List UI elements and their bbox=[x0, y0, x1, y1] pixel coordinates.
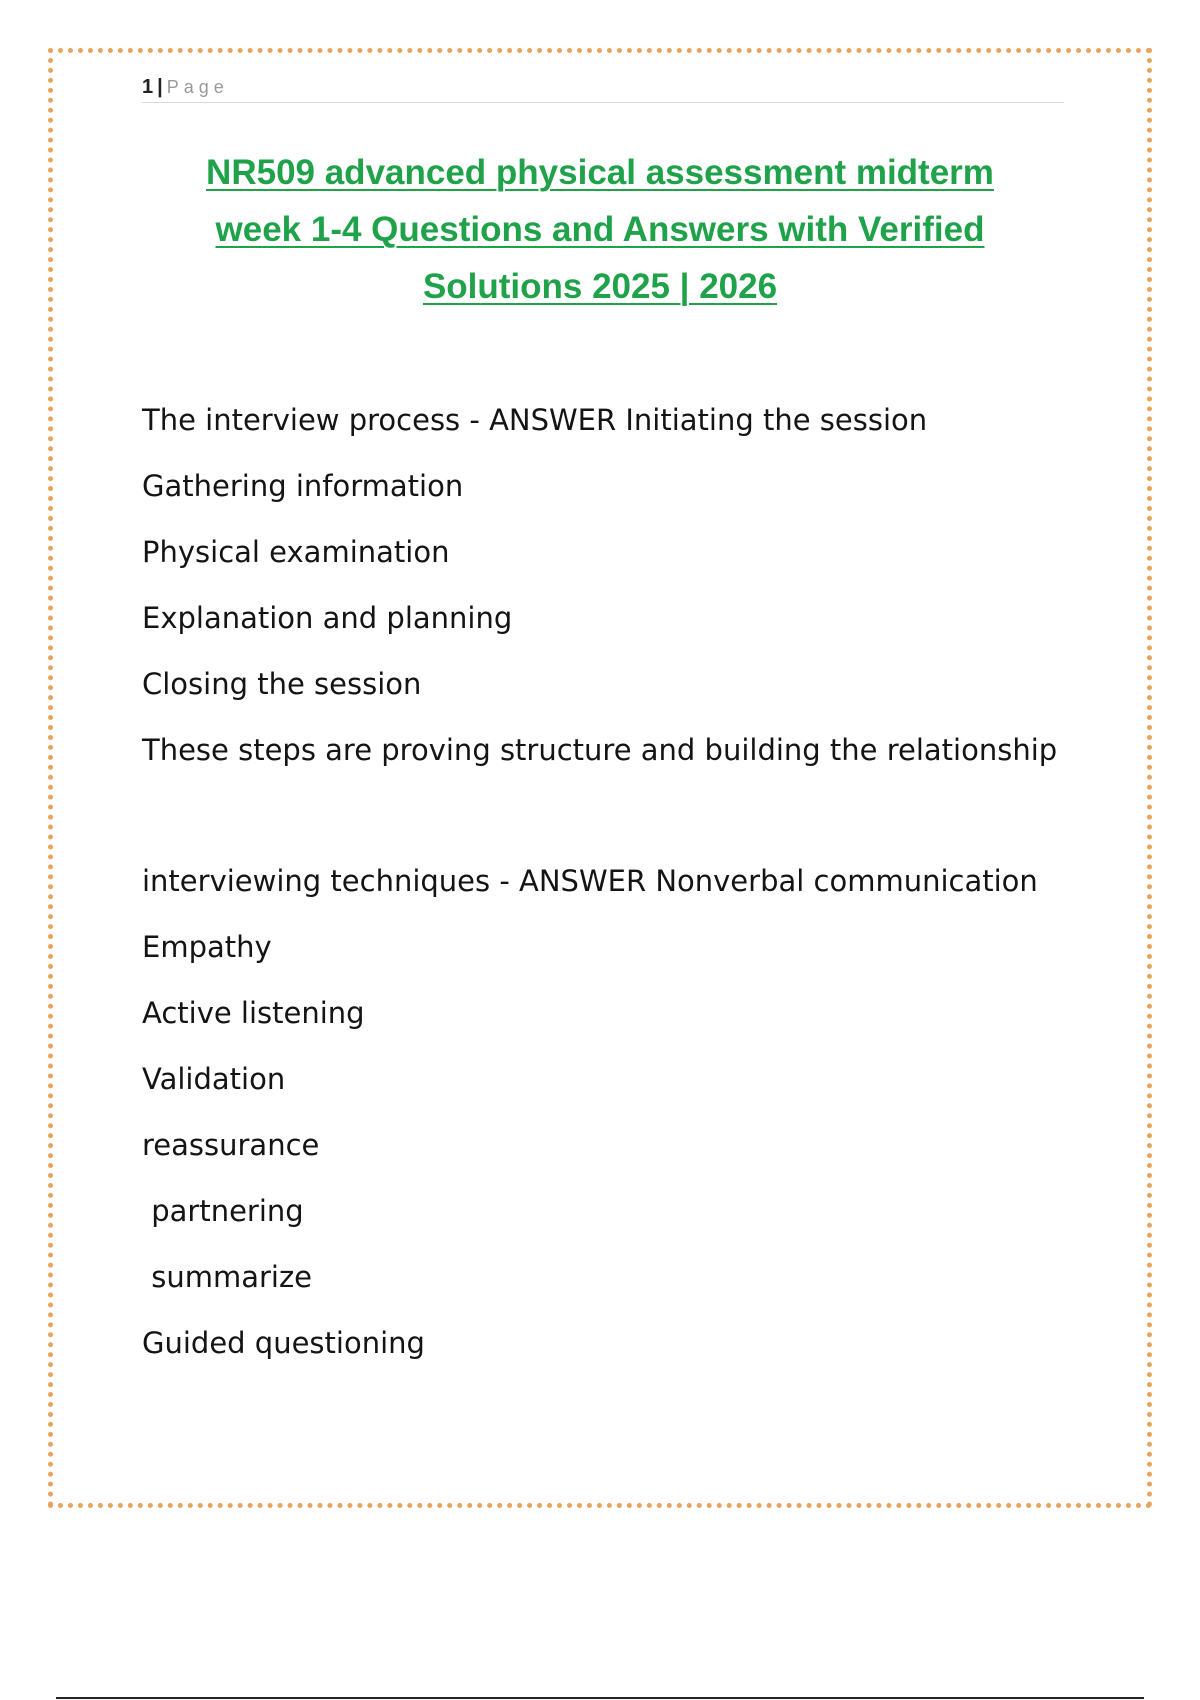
qa-line: These steps are proving structure and building the relationship bbox=[142, 733, 1058, 767]
qa-line: The interview process - ANSWER Initiating the session bbox=[142, 403, 928, 437]
title-line: week 1-4 Questions and Answers with Verified bbox=[215, 210, 985, 249]
qa-line: Empathy bbox=[142, 930, 272, 964]
page-label: Page bbox=[166, 77, 229, 97]
page-header bbox=[142, 74, 1064, 103]
document-title bbox=[130, 144, 1070, 315]
next-page-edge bbox=[56, 1697, 1144, 1699]
qa-line: partnering bbox=[142, 1194, 304, 1228]
qa-item-interviewing-techniques bbox=[142, 848, 1102, 1376]
qa-line: Physical examination bbox=[142, 535, 450, 569]
qa-line: summarize bbox=[142, 1260, 313, 1294]
qa-line: Gathering information bbox=[142, 469, 464, 503]
page-number: 1 bbox=[142, 76, 154, 98]
page-separator: | bbox=[157, 76, 163, 98]
qa-line: Validation bbox=[142, 1062, 286, 1096]
qa-line: interviewing techniques - ANSWER Nonverbal communication bbox=[142, 864, 1038, 898]
qa-item-interview-process bbox=[142, 387, 1102, 783]
qa-line: reassurance bbox=[142, 1128, 320, 1162]
qa-line: Active listening bbox=[142, 996, 365, 1030]
title-line: NR509 advanced physical assessment midterm bbox=[206, 153, 994, 192]
qa-line: Guided questioning bbox=[142, 1326, 425, 1360]
qa-line: Closing the session bbox=[142, 667, 422, 701]
qa-line: Explanation and planning bbox=[142, 601, 513, 635]
title-line: Solutions 2025 | 2026 bbox=[422, 267, 778, 306]
